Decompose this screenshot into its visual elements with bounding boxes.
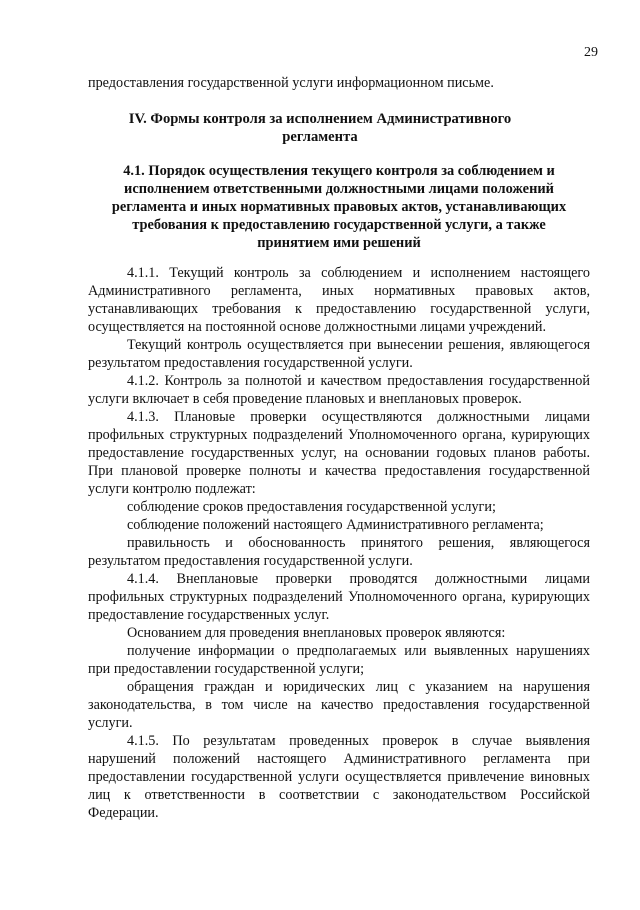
page-number: 29 [584,45,598,60]
paragraph: 4.1.3. Плановые проверки осуществляются должностными лицами профильных структурных подразделений Уполномоченного органа, курирующих предоставление государственных услуг, на основании годовых планов работы. При плановой проверке полноты и качества предоставления государственной услуги контролю подлежат: [88,409,590,497]
document-body [88,264,590,822]
paragraph: правильность и обоснованность принятого решения, являющегося результатом предоставления государственной услуги. [88,535,590,569]
section-title [112,110,528,146]
subsection-title-line: регламента и иных нормативных правовых актов, устанавливающих [111,199,567,215]
paragraph: 4.1.2. Контроль за полнотой и качеством предоставления государственной услуги включает в себя проведение плановых и внеплановых проверок. [88,373,590,407]
paragraph: обращения граждан и юридических лиц с указанием на нарушения законодательства, в том числе на качество предоставления государственной услуги. [88,679,590,731]
subsection-title-line: 4.1. Порядок осуществления текущего контроля за соблюдением и [123,163,555,179]
subsection-title-line: принятием ими решений [257,235,421,251]
paragraph: 4.1.1. Текущий контроль за соблюдением и исполнением настоящего Административного регламента, иных нормативных правовых актов, устанавливающих требования к предоставлению государственной услуги, осуществляется на постоянной основе должностными лицами учреждений. [88,265,590,335]
paragraph: соблюдение сроков предоставления государственной услуги; [127,499,496,515]
section-title-line-1: IV. Формы контроля за исполнением Административного [128,111,512,127]
section-title-line-2: регламента [282,129,358,145]
paragraph: 4.1.5. По результатам проведенных проверок в случае выявления нарушений положений настоящего Административного регламента при предоставлении государственной услуги осуществляется привлечение виновных лиц к ответственности в соответствии с законодательством Российской Федерации. [88,733,590,821]
continuation-text: предоставления государственной услуги информационном письме. [88,75,494,91]
subsection-title-line: исполнением ответственными должностными лицами положений [124,181,554,197]
paragraph: получение информации о предполагаемых или выявленных нарушениях при предоставлении государственной услуги; [88,643,590,677]
subsection-title [88,162,590,252]
subsection-title-line: требования к предоставлению государственной услуги, а также [132,217,546,233]
paragraph: 4.1.4. Внеплановые проверки проводятся должностными лицами профильных структурных подразделений Уполномоченного органа, курирующих предоставление государственных услуг. [88,571,590,623]
paragraph: соблюдение положений настоящего Административного регламента; [127,517,544,533]
paragraph: Основанием для проведения внеплановых проверок являются: [127,625,506,641]
paragraph: Текущий контроль осуществляется при вынесении решения, являющегося результатом предоставления государственной услуги. [88,337,590,371]
